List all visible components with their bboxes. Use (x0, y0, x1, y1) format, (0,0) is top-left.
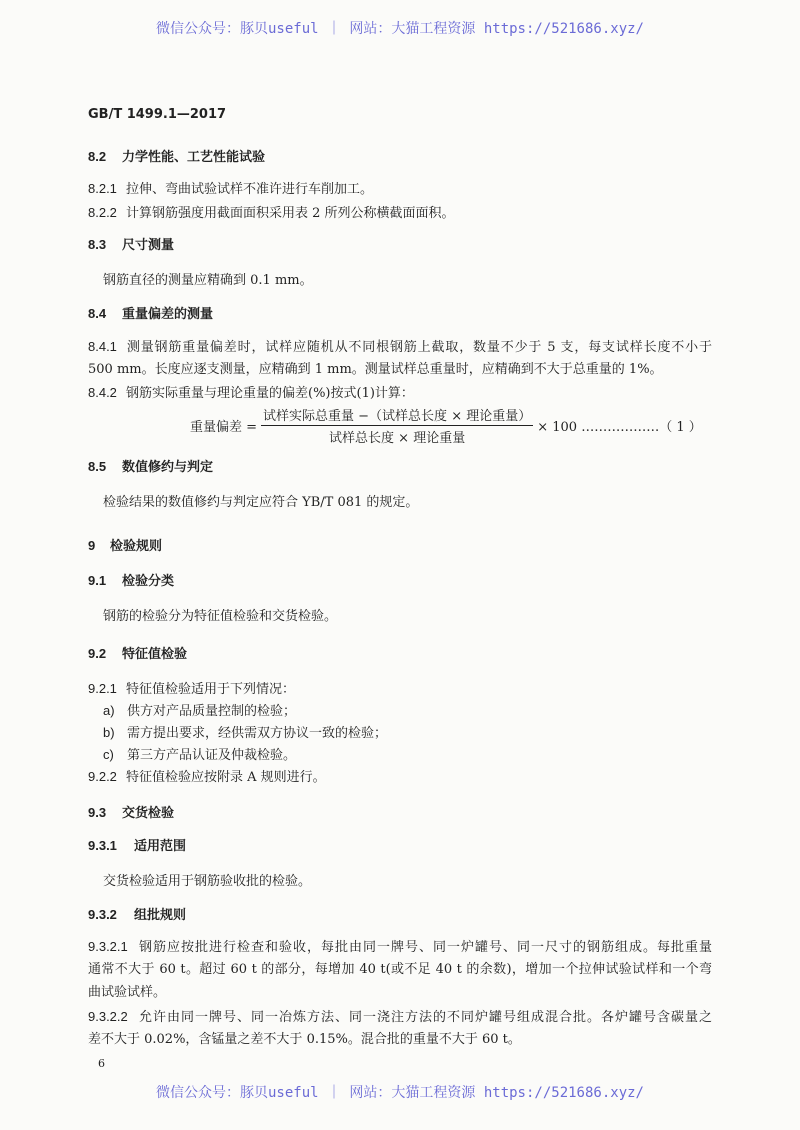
clause-9-2-1: 9.2.1 特征值检验适用于下列情况： (88, 681, 296, 697)
clause-8-2-1: 8.2.1 拉伸、弯曲试验试样不准许进行车削加工。 (88, 181, 374, 197)
watermark-bottom: 微信公众号：豚贝useful ｜ 网站：大猫工程资源 https://521686.xyz/ (155, 1085, 644, 1101)
heading-8-3: 8.3 尺寸测量 (88, 237, 175, 253)
clause-9-3-2-2-cont: 差不大于 0.02%，含锰量之差不大于 0.15%。混合批的重量不大于 60 t。 (88, 1032, 521, 1047)
list-item: a) 供方对产品质量控制的检验； (103, 703, 297, 719)
paragraph-8-5: 检验结果的数值修约与判定应符合 YB/T 081 的规定。 (103, 495, 419, 510)
heading-9-3: 9.3 交货检验 (88, 805, 175, 821)
formula-denominator: 试样总长度 × 理论重量 (329, 431, 466, 446)
document-header: GB/T 1499.1—2017 (88, 107, 227, 122)
heading-9-2: 9.2 特征值检验 (88, 646, 188, 662)
heading-9: 9 检验规则 (88, 538, 163, 554)
paragraph-9-3-1: 交货检验适用于钢筋验收批的检验。 (103, 874, 312, 889)
watermark-top: 微信公众号：豚贝useful ｜ 网站：大猫工程资源 https://521686.xyz/ (155, 21, 644, 37)
heading-8-5: 8.5 数值修约与判定 (88, 459, 214, 475)
list-item: c) 第三方产品认证及仲裁检验。 (103, 747, 297, 763)
formula-lhs: 重量偏差 = (190, 420, 258, 435)
clause-8-4-1: 8.4.1 测量钢筋重量偏差时，试样应随机从不同根钢筋上截取，数量不少于 5 支，每支试样长度不小于 (88, 339, 712, 355)
paragraph-8-3: 钢筋直径的测量应精确到 0.1 mm。 (103, 273, 313, 288)
clause-9-3-2-1: 9.3.2.1 钢筋应按批进行检查和验收，每批由同一牌号、同一炉罐号、同一尺寸的钢筋组成。每批重量 (88, 939, 712, 955)
list-item: b) 需方提出要求，经供需双方协议一致的检验； (103, 725, 388, 741)
clause-9-3-2-1-cont: 通常不大于 60 t。超过 60 t 的部分，每增加 40 t(或不足 40 t 的余数)，增加一个拉伸试验试样和一个弯 (88, 962, 712, 977)
clause-9-3-2-2: 9.3.2.2 允许由同一牌号、同一冶炼方法、同一浇注方法的不同炉罐号组成混合批。各炉罐号含碳量之 (88, 1009, 712, 1025)
clause-9-2-2: 9.2.2 特征值检验应按附录 A 规则进行。 (88, 769, 326, 785)
heading-8-2: 8.2 力学性能、工艺性能试验 (88, 149, 266, 165)
formula-numerator: 试样实际总重量 −（试样总长度 × 理论重量） (261, 405, 533, 426)
clause-8-4-2: 8.4.2 钢筋实际重量与理论重量的偏差(%)按式(1)计算： (88, 385, 414, 401)
heading-9-1: 9.1 检验分类 (88, 573, 175, 589)
page-number: 6 (98, 1057, 105, 1070)
clause-8-4-1-cont: 500 mm。长度应逐支测量，应精确到 1 mm。测量试样总重量时，应精确到不大于总重量的 1%。 (88, 362, 663, 377)
heading-9-3-1: 9.3.1 适用范围 (88, 838, 187, 854)
paragraph-9-1: 钢筋的检验分为特征值检验和交货检验。 (103, 609, 338, 624)
heading-9-3-2: 9.3.2 组批规则 (88, 907, 187, 923)
heading-8-4: 8.4 重量偏差的测量 (88, 306, 214, 322)
formula-1 (190, 405, 702, 446)
clause-8-2-2: 8.2.2 计算钢筋强度用截面面积采用表 2 所列公称横截面面积。 (88, 205, 455, 221)
clause-9-3-2-1-cont: 曲试验试样。 (88, 985, 167, 1000)
formula-tail: × 100 ………………（ 1 ） (537, 420, 702, 435)
